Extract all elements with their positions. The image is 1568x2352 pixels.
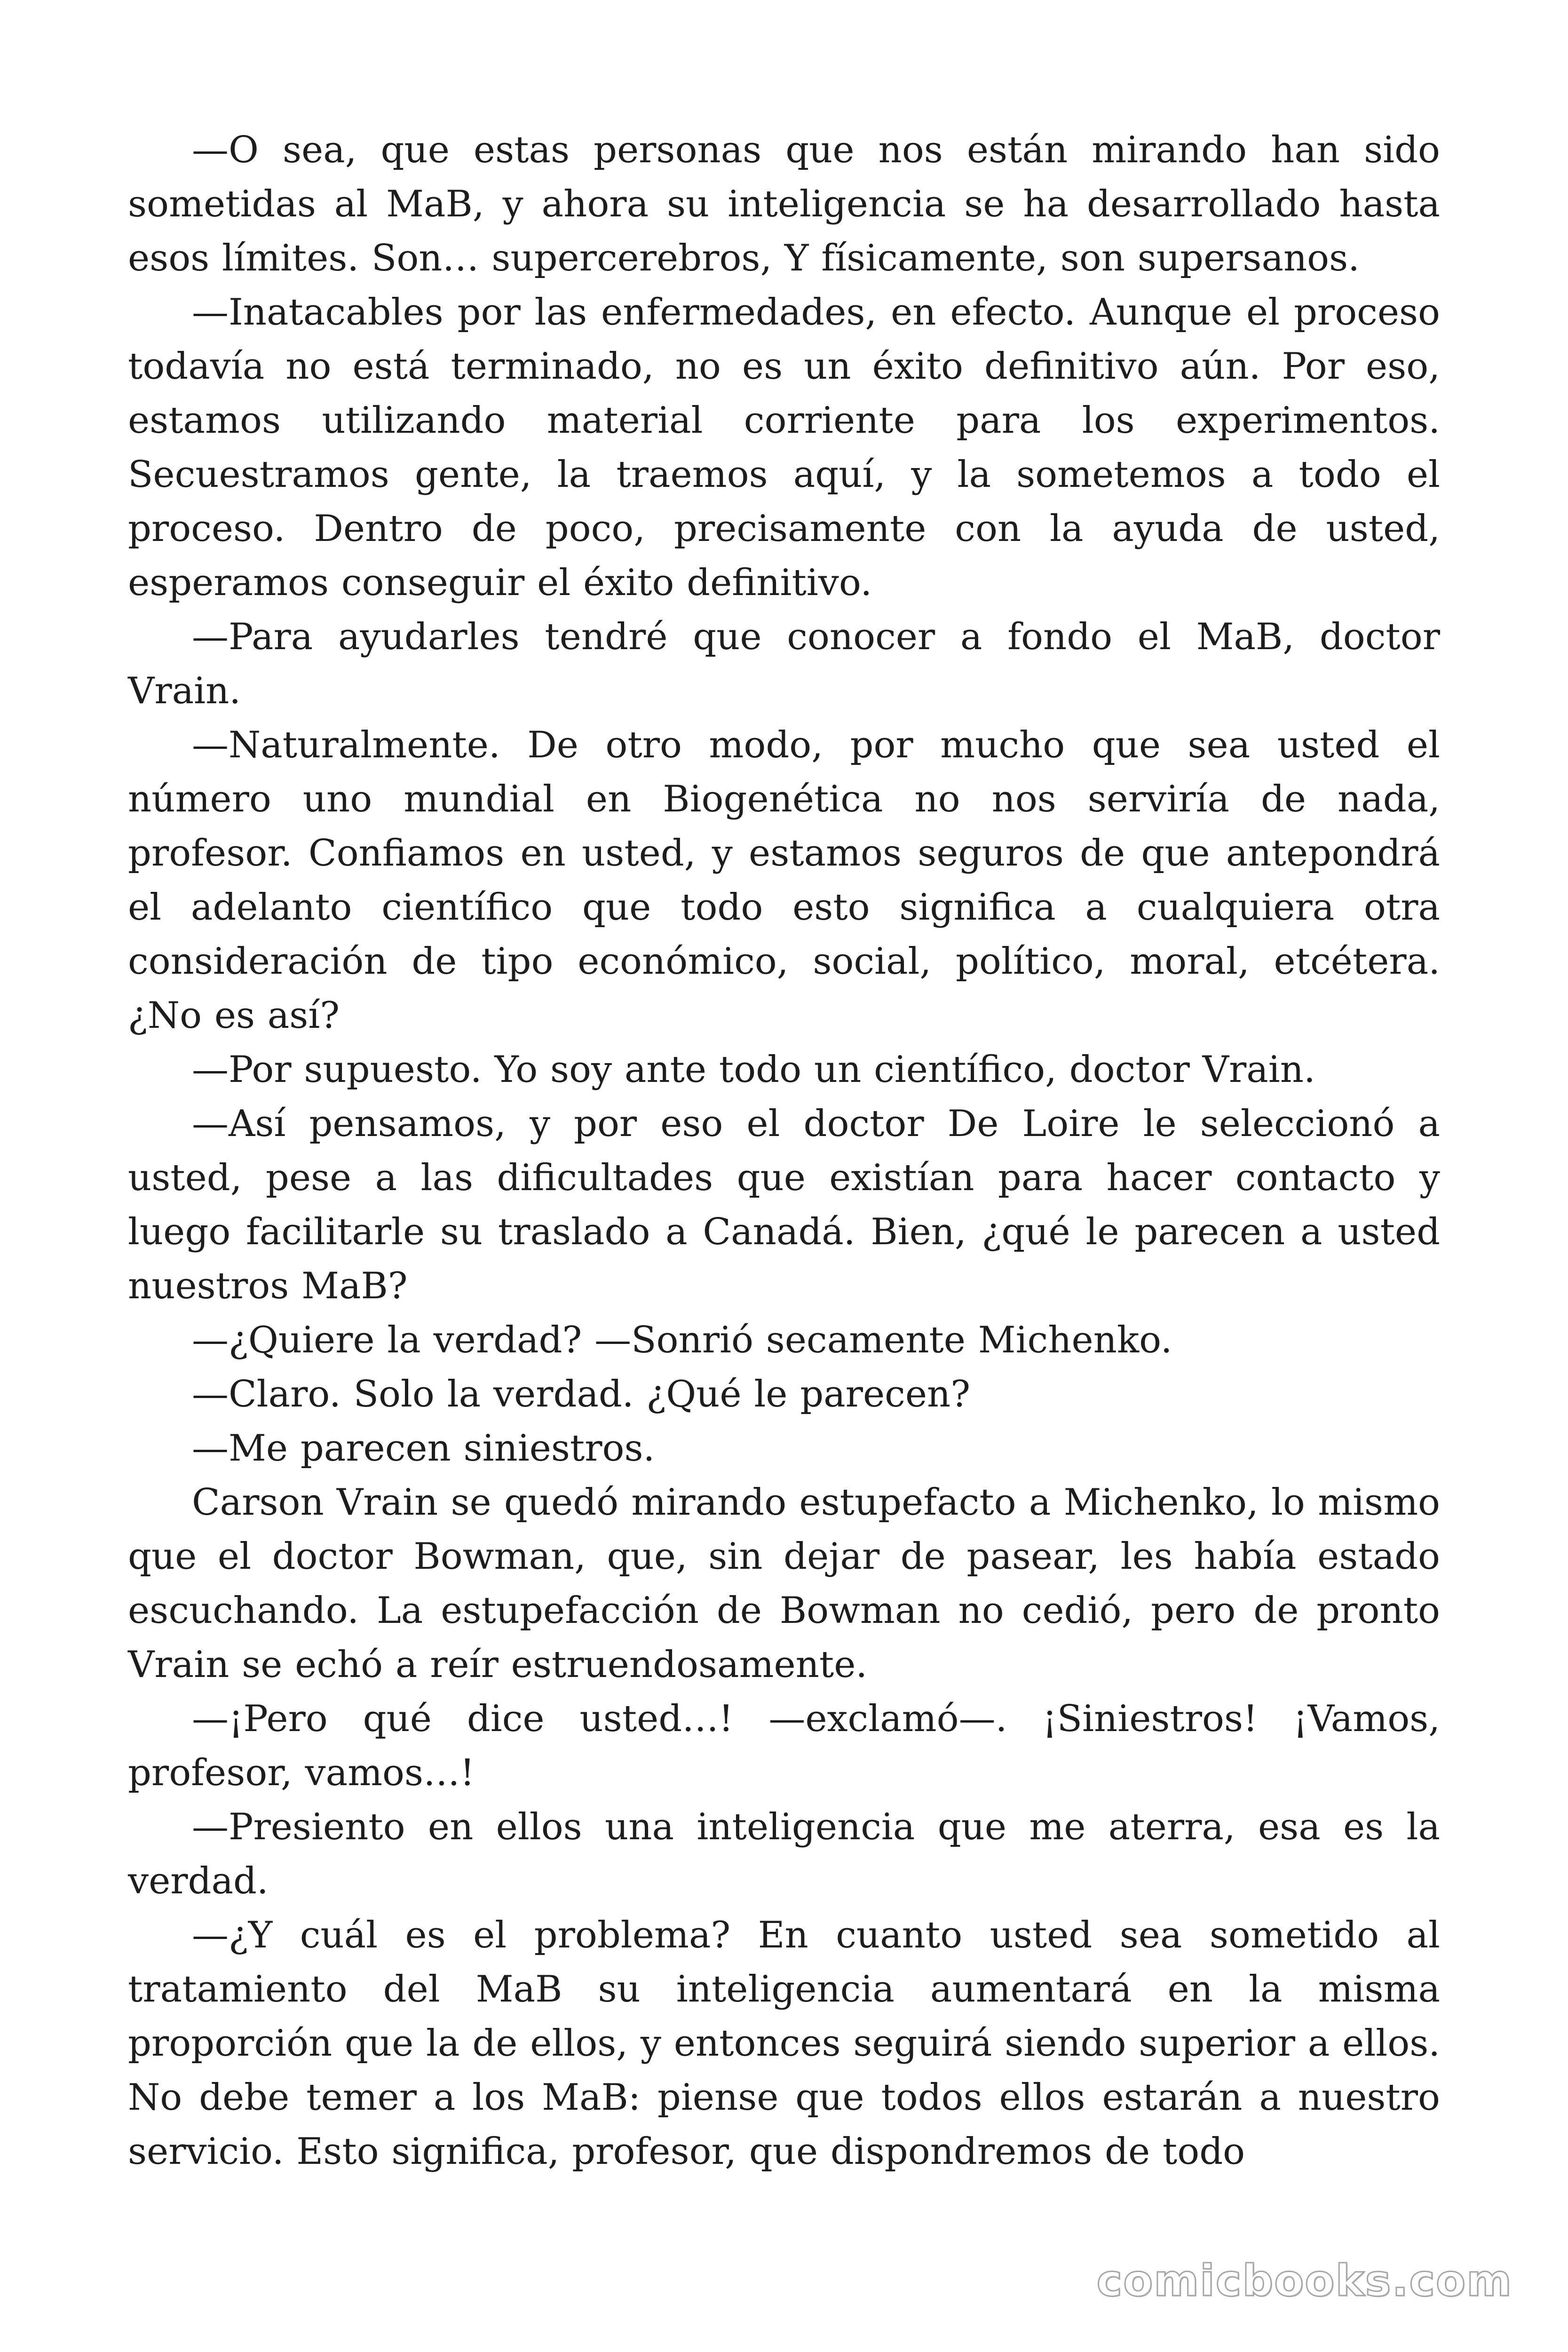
paragraph-8: —Claro. Solo la verdad. ¿Qué le parecen? — [192, 1373, 971, 1415]
paragraph-1: —O sea, que estas personas que nos están mirando han sido sometidas al MaB, y ahora su inteligencia se ha desarrollado hasta esos límites. Son… supercerebros, Y físicamente, son supersanos. — [128, 129, 1440, 279]
paragraph-7: —¿Quiere la verdad? —Sonrió secamente Michenko. — [192, 1319, 1172, 1361]
paragraph-5: —Por supuesto. Yo soy ante todo un científico, doctor Vrain. — [192, 1049, 1315, 1091]
page-body — [128, 123, 1440, 2179]
paragraph-13: —¿Y cuál es el problema? En cuanto usted sea sometido al tratamiento del MaB su inteligencia aumentará en la misma proporción que la de ellos, y entonces seguirá siendo superior a ellos. No debe temer a los MaB: piense que todos ellos estarán a nuestro servicio. Esto significa, profesor, que dispondremos de todo — [128, 1914, 1441, 2173]
paragraph-4: —Naturalmente. De otro modo, por mucho que sea usted el número uno mundial en Biogenética no nos serviría de nada, profesor. Confiamos en usted, y estamos seguros de que antepondrá el adelanto científico que todo esto significa a cualquiera otra consideración de tipo económico, social, político, moral, etcétera. ¿No es así? — [128, 724, 1440, 1037]
paragraph-9: —Me parecen siniestros. — [192, 1427, 655, 1470]
paragraph-6: —Así pensamos, y por eso el doctor De Loire le seleccionó a usted, pese a las dificultades que existían para hacer contacto y luego facilitarle su traslado a Canadá. Bien, ¿qué le parecen a usted nuestros MaB? — [128, 1103, 1440, 1307]
watermark-logo: comicbooks.com — [1096, 2256, 1513, 2306]
paragraph-2: —Inatacables por las enfermedades, en efecto. Aunque el proceso todavía no está terminado, no es un éxito definitivo aún. Por eso, estamos utilizando material corriente para los experimentos. Secuestramos gente, la traemos aquí, y la sometemos a todo el proceso. Dentro de poco, precisamente con la ayuda de usted, esperamos conseguir el éxito definitivo. — [128, 291, 1440, 604]
paragraph-10: Carson Vrain se quedó mirando estupefacto a Michenko, lo mismo que el doctor Bowman, que, sin dejar de pasear, les había estado escuchando. La estupefacción de Bowman no cedió, pero de pronto Vrain se echó a reír estruendosamente. — [128, 1481, 1440, 1686]
paragraph-11: —¡Pero qué dice usted…! —exclamó—. ¡Siniestros! ¡Vamos, profesor, vamos…! — [128, 1698, 1440, 1794]
paragraph-12: —Presiento en ellos una inteligencia que me aterra, esa es la verdad. — [128, 1806, 1440, 1902]
paragraph-3: —Para ayudarles tendré que conocer a fondo el MaB, doctor Vrain. — [128, 616, 1440, 712]
